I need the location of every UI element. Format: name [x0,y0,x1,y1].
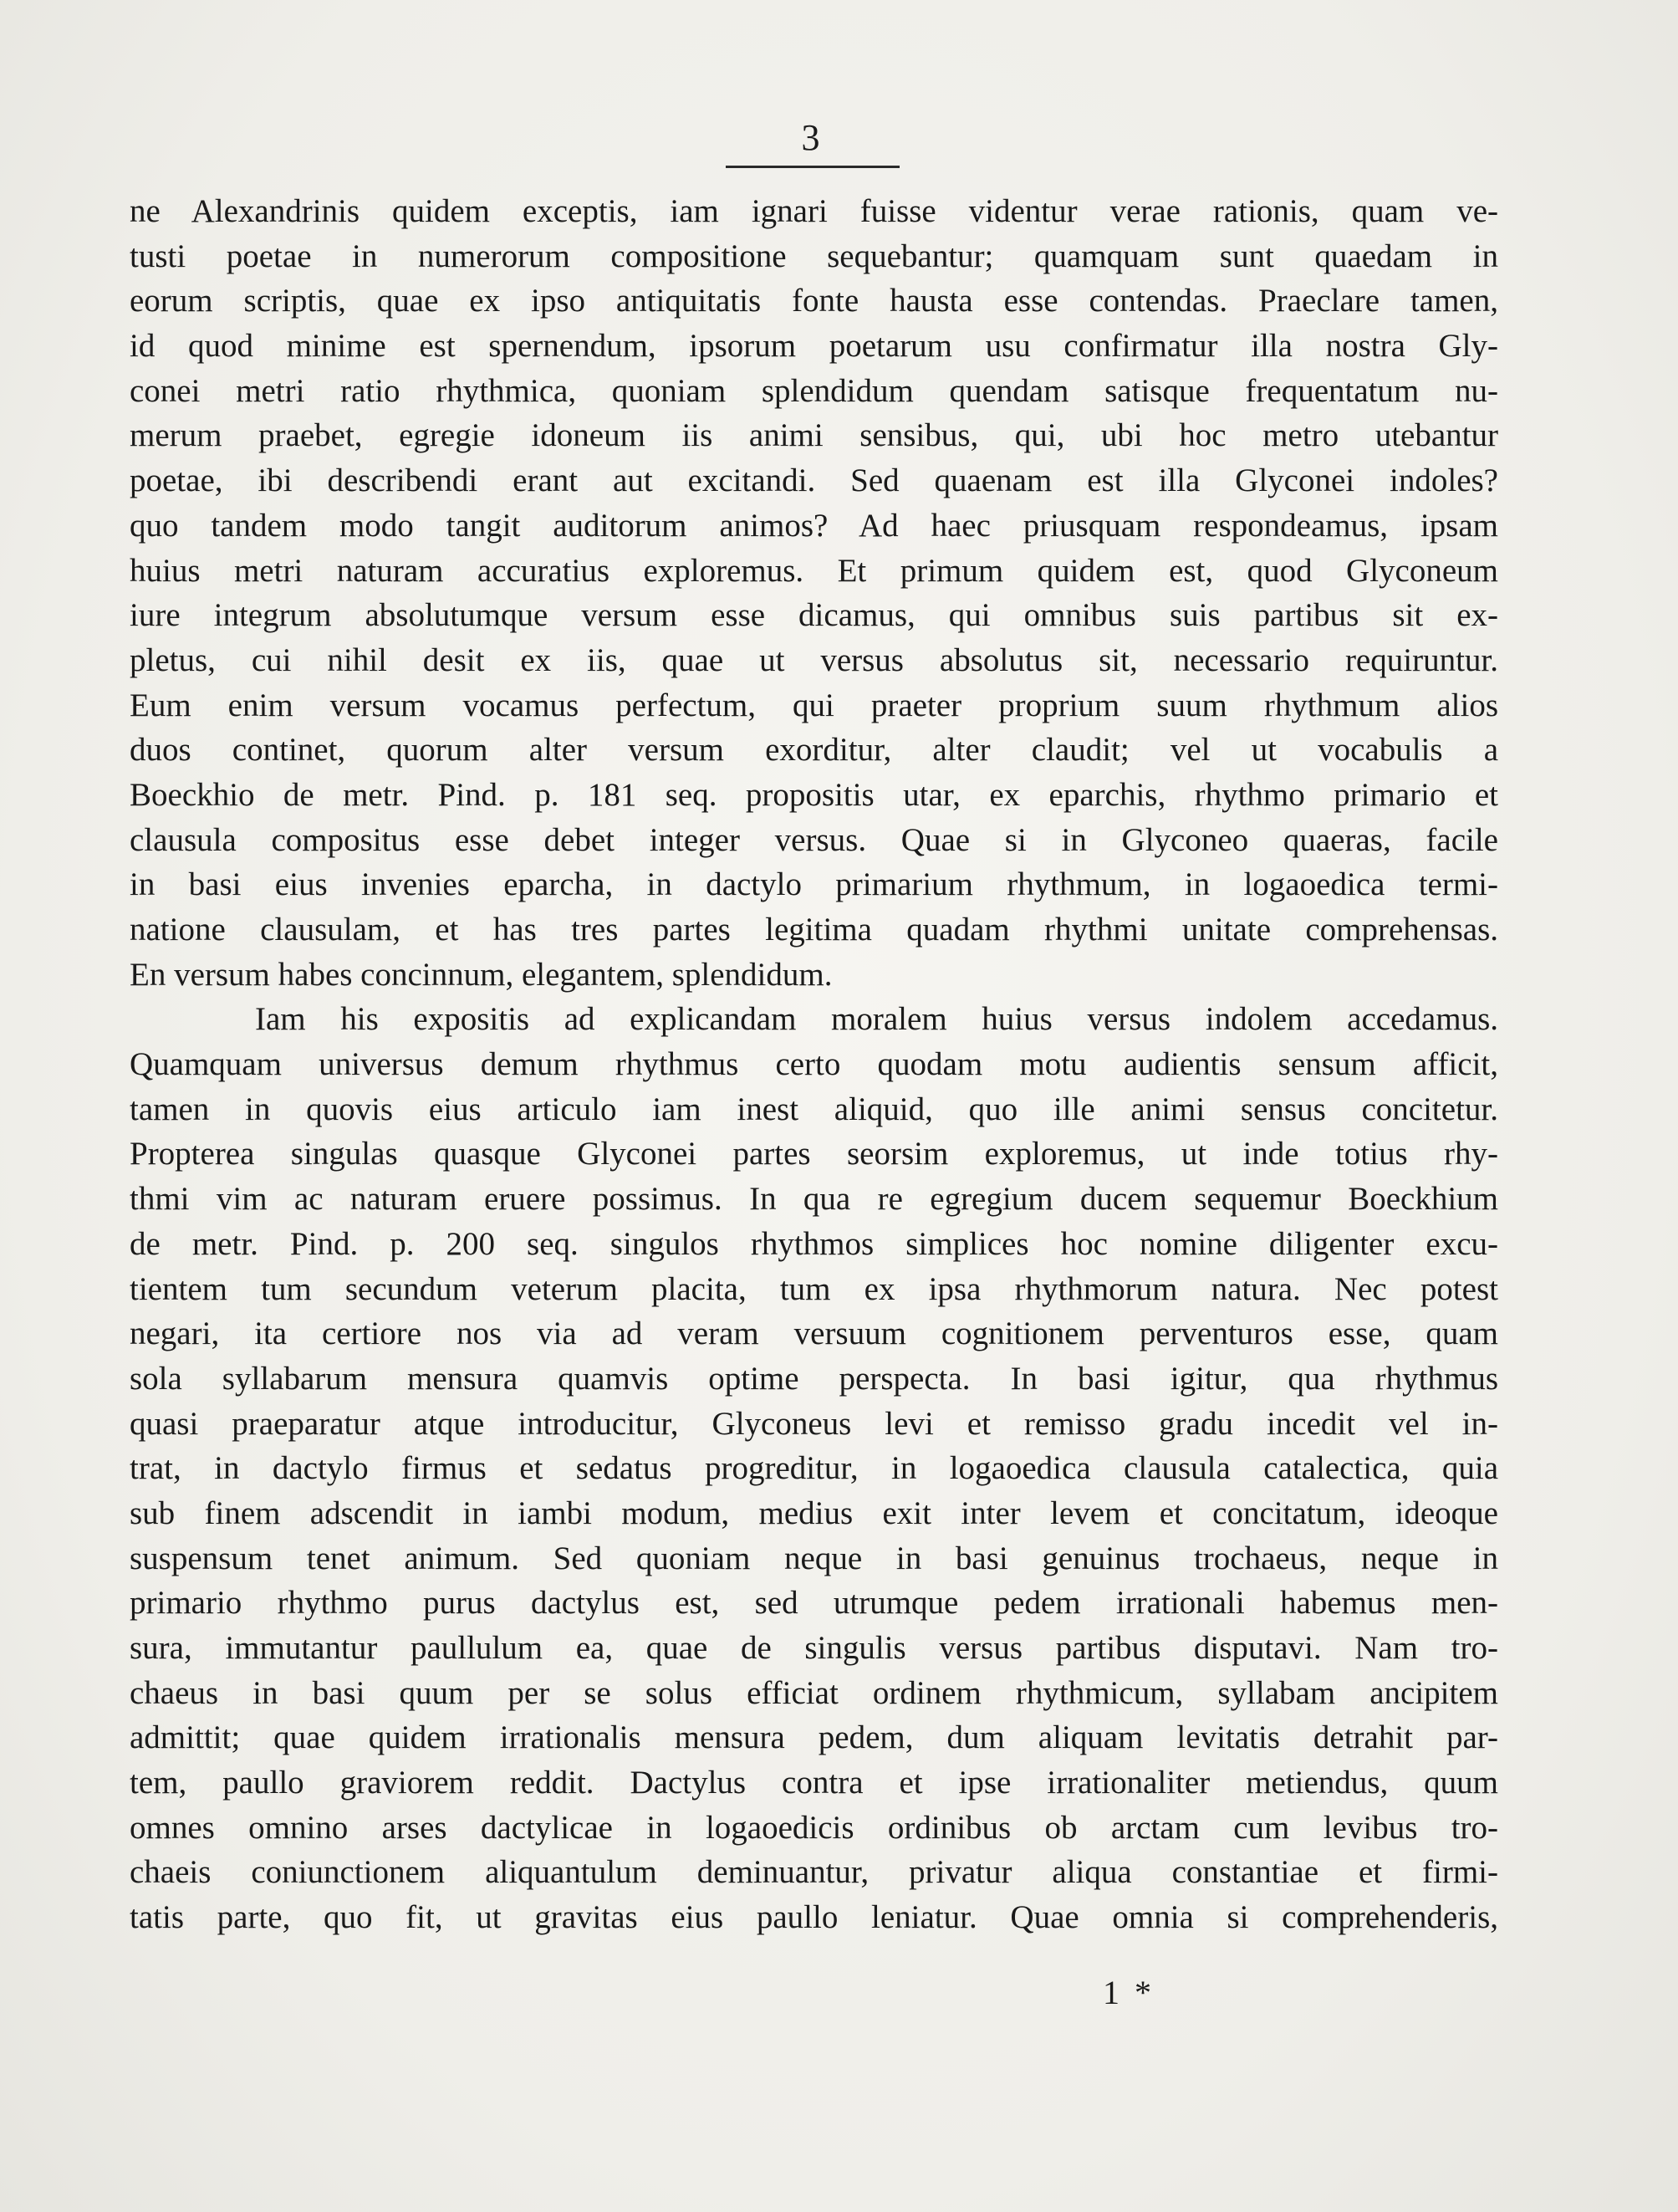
text-line: de metr. Pind. p. 200 seq. singulos rhythmos simplices hoc nomine diligenter excu- [130,1225,1498,1262]
text-line: clausula compositus esse debet integer versus. Quae si in Glyconeo quaeras, facile [130,821,1498,858]
text-line: sura, immutantur paullulum ea, quae de singulis versus partibus disputavi. Nam tro- [130,1630,1498,1666]
text-line: sola syllabarum mensura quamvis optime perspecta. In basi igitur, qua rhythmus [130,1360,1498,1397]
text-line: Quamquam universus demum rhythmus certo quodam motu audientis sensum afficit, [130,1046,1498,1083]
text-line: conei metri ratio rhythmica, quoniam splendidum quendam satisque frequentatum nu- [130,372,1498,409]
header-rule [726,166,900,168]
page-number: 3 [801,117,821,158]
text-line: tem, paullo graviorem reddit. Dactylus contra et ipse irrationaliter metiendus, quum [130,1765,1498,1801]
text-line: primario rhythmo purus dactylus est, sed utrumque pedem irrationali habemus men- [130,1585,1498,1622]
text-line: merum praebet, egregie idoneum iis animi sensibus, qui, ubi hoc metro utebantur [130,417,1498,454]
text-line: tusti poetae in numerorum compositione sequebantur; quamquam sunt quaedam in [130,238,1498,274]
text-line: admittit; quae quidem irrationalis mensura pedem, dum aliquam levitatis detrahit par- [130,1719,1498,1756]
text-line: ne Alexandrinis quidem exceptis, iam ignari fuisse videntur verae rationis, quam ve- [130,193,1498,229]
text-line: chaeus in basi quum per se solus efficiat ordinem rhythmicum, syllabam ancipitem [130,1674,1498,1711]
text-line: poetae, ibi describendi erant aut excitandi. Sed quaenam est illa Glyconei indoles? [130,462,1498,499]
text-line-paragraph-start: Iam his expositis ad explicandam moralem huius versus indolem accedamus. [255,1001,1498,1038]
text-line: eorum scriptis, quae ex ipso antiquitatis fonte hausta esse contendas. Praeclare tamen, [130,283,1498,319]
text-line: natione clausulam, et has tres partes legitima quadam rhythmi unitate comprehensas. [130,912,1498,948]
text-line: tamen in quovis eius articulo iam inest aliquid, quo ille animi sensus concitetur. [130,1091,1498,1127]
text-line: sub finem adscendit in iambi modum, medius exit inter levem et concitatum, ideoque [130,1494,1498,1531]
text-line: duos continet, quorum alter versum exorditur, alter claudit; vel ut vocabulis a [130,732,1498,769]
text-line: omnes omnino arses dactylicae in logaoedicis ordinibus ob arctam cum levibus tro- [130,1809,1498,1846]
text-line: id quod minime est spernendum, ipsorum poetarum usu confirmatur illa nostra Gly- [130,328,1498,365]
text-line: thmi vim ac naturam eruere possimus. In qua re egregium ducem sequemur Boeckhium [130,1181,1498,1218]
text-line-paragraph-end: En versum habes concinnum, elegantem, splendidum. [130,956,833,993]
text-line: Propterea singulas quasque Glyconei partes seorsim exploremus, ut inde totius rhy- [130,1136,1498,1172]
text-line: huius metri naturam accuratius exploremus. Et primum quidem est, quod Glyconeum [130,552,1498,589]
text-line: suspensum tenet animum. Sed quoniam neque in basi genuinus trochaeus, neque in [130,1540,1498,1576]
text-line: quasi praeparatur atque introducitur, Glyconeus levi et remisso gradu incedit vel in- [130,1405,1498,1442]
text-line: Eum enim versum vocamus perfectum, qui praeter proprium suum rhythmum alios [130,687,1498,723]
signature-mark: 1 * [1103,1974,1155,2011]
text-line: quo tandem modo tangit auditorum animos? Ad haec priusquam respondeamus, ipsam [130,507,1498,544]
text-line: Boeckhio de metr. Pind. p. 181 seq. propositis utar, ex eparchis, rhythmo primario et [130,776,1498,813]
text-line: chaeis coniunctionem aliquantulum deminuantur, privatur aliqua constantiae et firmi- [130,1854,1498,1891]
body-text [130,189,1498,1940]
text-line: iure integrum absolutumque versum esse dicamus, qui omnibus suis partibus sit ex- [130,597,1498,634]
text-line: negari, ita certiore nos via ad veram versuum cognitionem perventuros esse, quam [130,1315,1498,1352]
text-line: pletus, cui nihil desit ex iis, quae ut versus absolutus sit, necessario requiruntur. [130,641,1498,678]
text-line: tientem tum secundum veterum placita, tum ex ipsa rhythmorum natura. Nec potest [130,1270,1498,1307]
text-line: trat, in dactylo firmus et sedatus progreditur, in logaoedica clausula catalectica, quia [130,1450,1498,1487]
text-line: tatis parte, quo fit, ut gravitas eius paullo leniatur. Quae omnia si comprehenderis, [130,1899,1498,1936]
text-line: in basi eius invenies eparcha, in dactylo primarium rhythmum, in logaoedica termi- [130,866,1498,903]
